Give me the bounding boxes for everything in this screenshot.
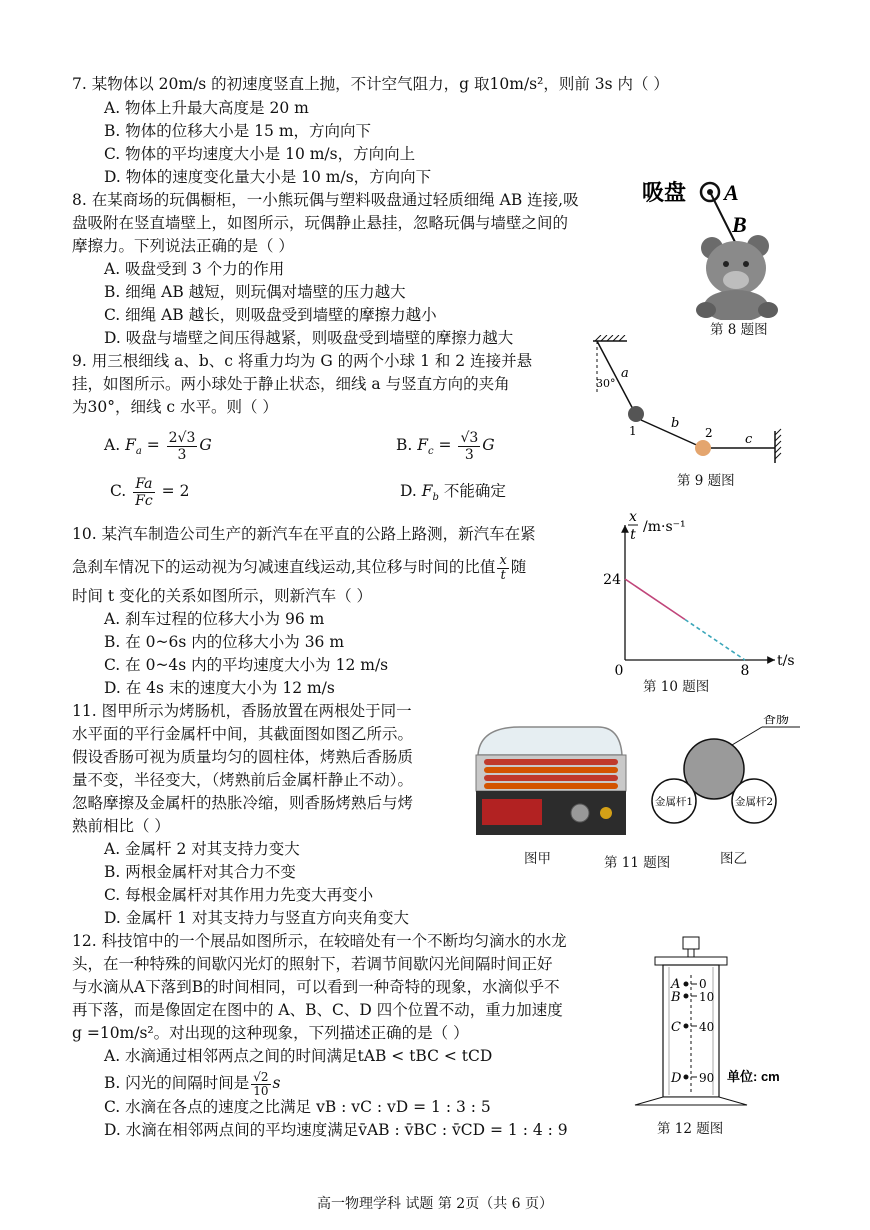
q12-option-d: D. 水滴在相邻两点间的平均速度满足v̄AB : v̄BC : v̄CD = 1 : 4 : 9 bbox=[104, 1121, 568, 1139]
stand-base bbox=[635, 1097, 747, 1105]
fig12-unit: 单位: cm bbox=[727, 1069, 780, 1084]
fig9-label-c: c bbox=[745, 432, 753, 447]
fig9-label-b: b bbox=[671, 416, 680, 431]
origin-label: 0 bbox=[614, 663, 624, 677]
q12-stem-line3: 与水滴从A下落到B的时间相同，可以看到一种奇特的现象，水滴似乎不 bbox=[72, 978, 560, 996]
q11-option-d: D. 金属杆 1 对其支持力与竖直方向夹角变大 bbox=[104, 909, 409, 927]
series-line-1 bbox=[625, 579, 685, 620]
q7-stem: 7. 某物体以 20m/s 的初速度竖直上抛，不计空气阻力，g 取10m/s²，则前 3s 内（ ） bbox=[72, 75, 669, 93]
fig12-caption: 第 12 题图 bbox=[657, 1121, 724, 1137]
q7-option-a: A. 物体上升最大高度是 20 m bbox=[104, 99, 309, 117]
q12-stem-line2: 头，在一种特殊的间歇闪光灯的照射下，若调节间歇闪光间隔时间正好 bbox=[72, 955, 553, 973]
q12-option-a: A. 水滴通过相邻两点之间的时间满足tAB < tBC < tCD bbox=[104, 1047, 493, 1065]
q10-stem-line2: 急刹车情况下的运动视为匀减速直线运动,其位移与时间的比值 $\frac{x}{t}$ 随 bbox=[72, 552, 527, 583]
fig9-caption: 第 9 题图 bbox=[677, 473, 735, 489]
fig11-caption-jia: 图甲 bbox=[524, 851, 551, 867]
y-label-unit: /m·s⁻¹ bbox=[643, 519, 686, 535]
drop-a bbox=[684, 982, 689, 987]
fig11-caption-yi: 图乙 bbox=[720, 851, 747, 867]
q8-option-d: D. 吸盘与墙壁之间压得越紧，则吸盘受到墙壁的摩擦力越大 bbox=[104, 329, 514, 347]
fig12-tick-0: 0 bbox=[699, 977, 707, 991]
q8-stem-line3: 摩擦力。下列说法正确的是（ ） bbox=[72, 237, 294, 255]
q8-option-c: C. 细绳 AB 越长，则吸盘受到墙壁的摩擦力越小 bbox=[104, 306, 437, 324]
q9-stem-line1: 9. 用三根细线 a、b、c 将重力均为 G 的两个小球 1 和 2 连接并悬 bbox=[72, 352, 533, 370]
page-footer: 高一物理学科 试题 第 2页（共 6 页） bbox=[316, 1196, 554, 1212]
fig11-caption: 第 11 题图 bbox=[604, 855, 671, 871]
fig12-tick-10: 10 bbox=[699, 990, 715, 1004]
q12-option-c: C. 水滴在各点的速度之比满足 vB : vC : vD = 1 : 3 : 5 bbox=[104, 1098, 491, 1116]
q9-option-b: B. $F_c$ = $\frac{√3}{3}$ G bbox=[396, 429, 495, 463]
x-tick-label: 8 bbox=[740, 663, 750, 677]
fig12-label-b: B bbox=[671, 990, 681, 1005]
q9-option-c: C. $\frac{Fa}{Fc}$ = 2 bbox=[110, 475, 190, 509]
figure-10-chart bbox=[595, 505, 810, 695]
fig11-label-rod2: 金属杆2 bbox=[734, 796, 774, 808]
q9-option-d: D. $F_b$ 不能确定 bbox=[400, 482, 506, 504]
q10-option-c: C. 在 0~4s 内的平均速度大小为 12 m/s bbox=[104, 656, 389, 674]
q7-option-d: D. 物体的速度变化量大小是 10 m/s，方向向下 bbox=[104, 168, 432, 186]
q10-option-b: B. 在 0~6s 内的位移大小为 36 m bbox=[104, 633, 345, 651]
x-label: t/s bbox=[777, 653, 795, 669]
q11-option-c: C. 每根金属杆对其作用力先变大再变小 bbox=[104, 886, 374, 904]
fig9-label-1: 1 bbox=[629, 424, 637, 438]
fig8-label-b: B bbox=[732, 212, 747, 237]
q10-option-a: A. 刹车过程的位移大小为 96 m bbox=[104, 610, 325, 628]
q10-stem-line3: 时间 t 变化的关系如图所示，则新汽车（ ） bbox=[72, 587, 373, 605]
fig12-label-a: A bbox=[671, 977, 681, 992]
q10-stem-line1: 10. 某汽车制造公司生产的新汽车在平直的公路上路测，新汽车在紧 bbox=[72, 525, 536, 543]
drop-d bbox=[684, 1075, 689, 1080]
fig9-label-a: a bbox=[621, 366, 629, 381]
figure-9 bbox=[585, 335, 805, 489]
q11-stem-line2: 水平面的平行金属杆中间，其截面图如图乙所示。 bbox=[72, 725, 414, 743]
q11-option-a: A. 金属杆 2 对其支持力变大 bbox=[104, 840, 300, 858]
q12-stem-line1: 12. 科技馆中的一个展品如图所示，在较暗处有一个不断均匀滴水的水龙 bbox=[72, 932, 567, 950]
teddy-bear-icon bbox=[696, 235, 778, 320]
fig11-label-rod1: 金属杆1 bbox=[654, 796, 694, 808]
q11-stem-line1: 11. 图甲所示为烤肠机，香肠放置在两根处于同一 bbox=[72, 702, 412, 720]
q12-option-b: B. 闪光的间隔时间是 $\frac{√2}{10}$ s bbox=[104, 1069, 281, 1098]
fig12-tick-40: 40 bbox=[699, 1020, 715, 1034]
q11-option-b: B. 两根金属杆对其合力不变 bbox=[104, 863, 296, 881]
drop-b bbox=[684, 994, 689, 999]
q9-option-a: A. $F_a$ = $\frac{2√3}{3}$ G bbox=[104, 429, 212, 463]
q11-stem-line5: 忽略摩擦及金属杆的热胀冷缩，则香肠烤熟后与烤 bbox=[72, 794, 414, 812]
fig11-label-sausage: 香肠 bbox=[763, 715, 790, 727]
drop-c bbox=[684, 1024, 689, 1029]
fig8-caption: 第 8 题图 bbox=[710, 322, 768, 338]
fig8-label-a: A bbox=[724, 180, 739, 205]
q8-stem-line2: 盘吸附在竖直墙壁上，如图所示，玩偶静止悬挂，忽略玩偶与墙壁之间的 bbox=[72, 214, 569, 232]
fig12-tick-90: 90 bbox=[699, 1071, 715, 1085]
series-line-2 bbox=[685, 620, 745, 661]
fig12-label-c: C bbox=[671, 1020, 681, 1035]
fig10-caption: 第 10 题图 bbox=[643, 679, 710, 695]
ball-2 bbox=[695, 440, 711, 456]
fig12-label-d: D bbox=[671, 1071, 682, 1086]
q12-stem-line4: 再下落，而是像固定在图中的 A、B、C、D 四个位置不动，重力加速度 bbox=[72, 1001, 563, 1019]
q12-stem-line5: g =10m/s²。对出现的这种现象，下列描述正确的是（ ） bbox=[72, 1024, 469, 1042]
q11-stem-line6: 熟前相比（ ） bbox=[72, 817, 170, 835]
q7-option-b: B. 物体的位移大小是 15 m，方向向下 bbox=[104, 122, 372, 140]
q8-option-b: B. 细绳 AB 越短，则玩偶对墙壁的压力越大 bbox=[104, 283, 406, 301]
q9-stem-line2: 挂，如图所示。两小球处于静止状态，细线 a 与竖直方向的夹角 bbox=[72, 375, 510, 393]
figure-11 bbox=[470, 715, 810, 875]
q7-option-c: C. 物体的平均速度大小是 10 m/s，方向向上 bbox=[104, 145, 416, 163]
figure-12 bbox=[625, 935, 810, 1135]
faucet-icon bbox=[683, 937, 699, 949]
y-tick-label: 24 bbox=[603, 572, 621, 588]
q10-option-d: D. 在 4s 末的速度大小为 12 m/s bbox=[104, 679, 335, 697]
q11-stem-line3: 假设香肠可视为质量均匀的圆柱体，烤熟后香肠质 bbox=[72, 748, 414, 766]
q11-stem-line4: 量不变，半径变大，（烤熟前后金属杆静止不动）。 bbox=[72, 771, 414, 789]
y-label-num: x bbox=[629, 509, 637, 525]
fig9-label-2: 2 bbox=[705, 426, 713, 440]
q9-stem-line3: 为30°，细线 c 水平。则（ ） bbox=[72, 398, 278, 416]
y-label-den: t bbox=[630, 527, 636, 543]
q8-stem-line1: 8. 在某商场的玩偶橱柜，一小熊玩偶与塑料吸盘通过轻质细绳 AB 连接,吸 bbox=[72, 191, 579, 209]
q8-option-a: A. 吸盘受到 3 个力的作用 bbox=[104, 260, 285, 278]
fig8-label-suction: 吸盘 bbox=[642, 180, 687, 205]
sausage-grill-icon bbox=[476, 727, 626, 835]
figure-8 bbox=[640, 170, 800, 340]
fig9-angle: 30° bbox=[596, 377, 616, 390]
